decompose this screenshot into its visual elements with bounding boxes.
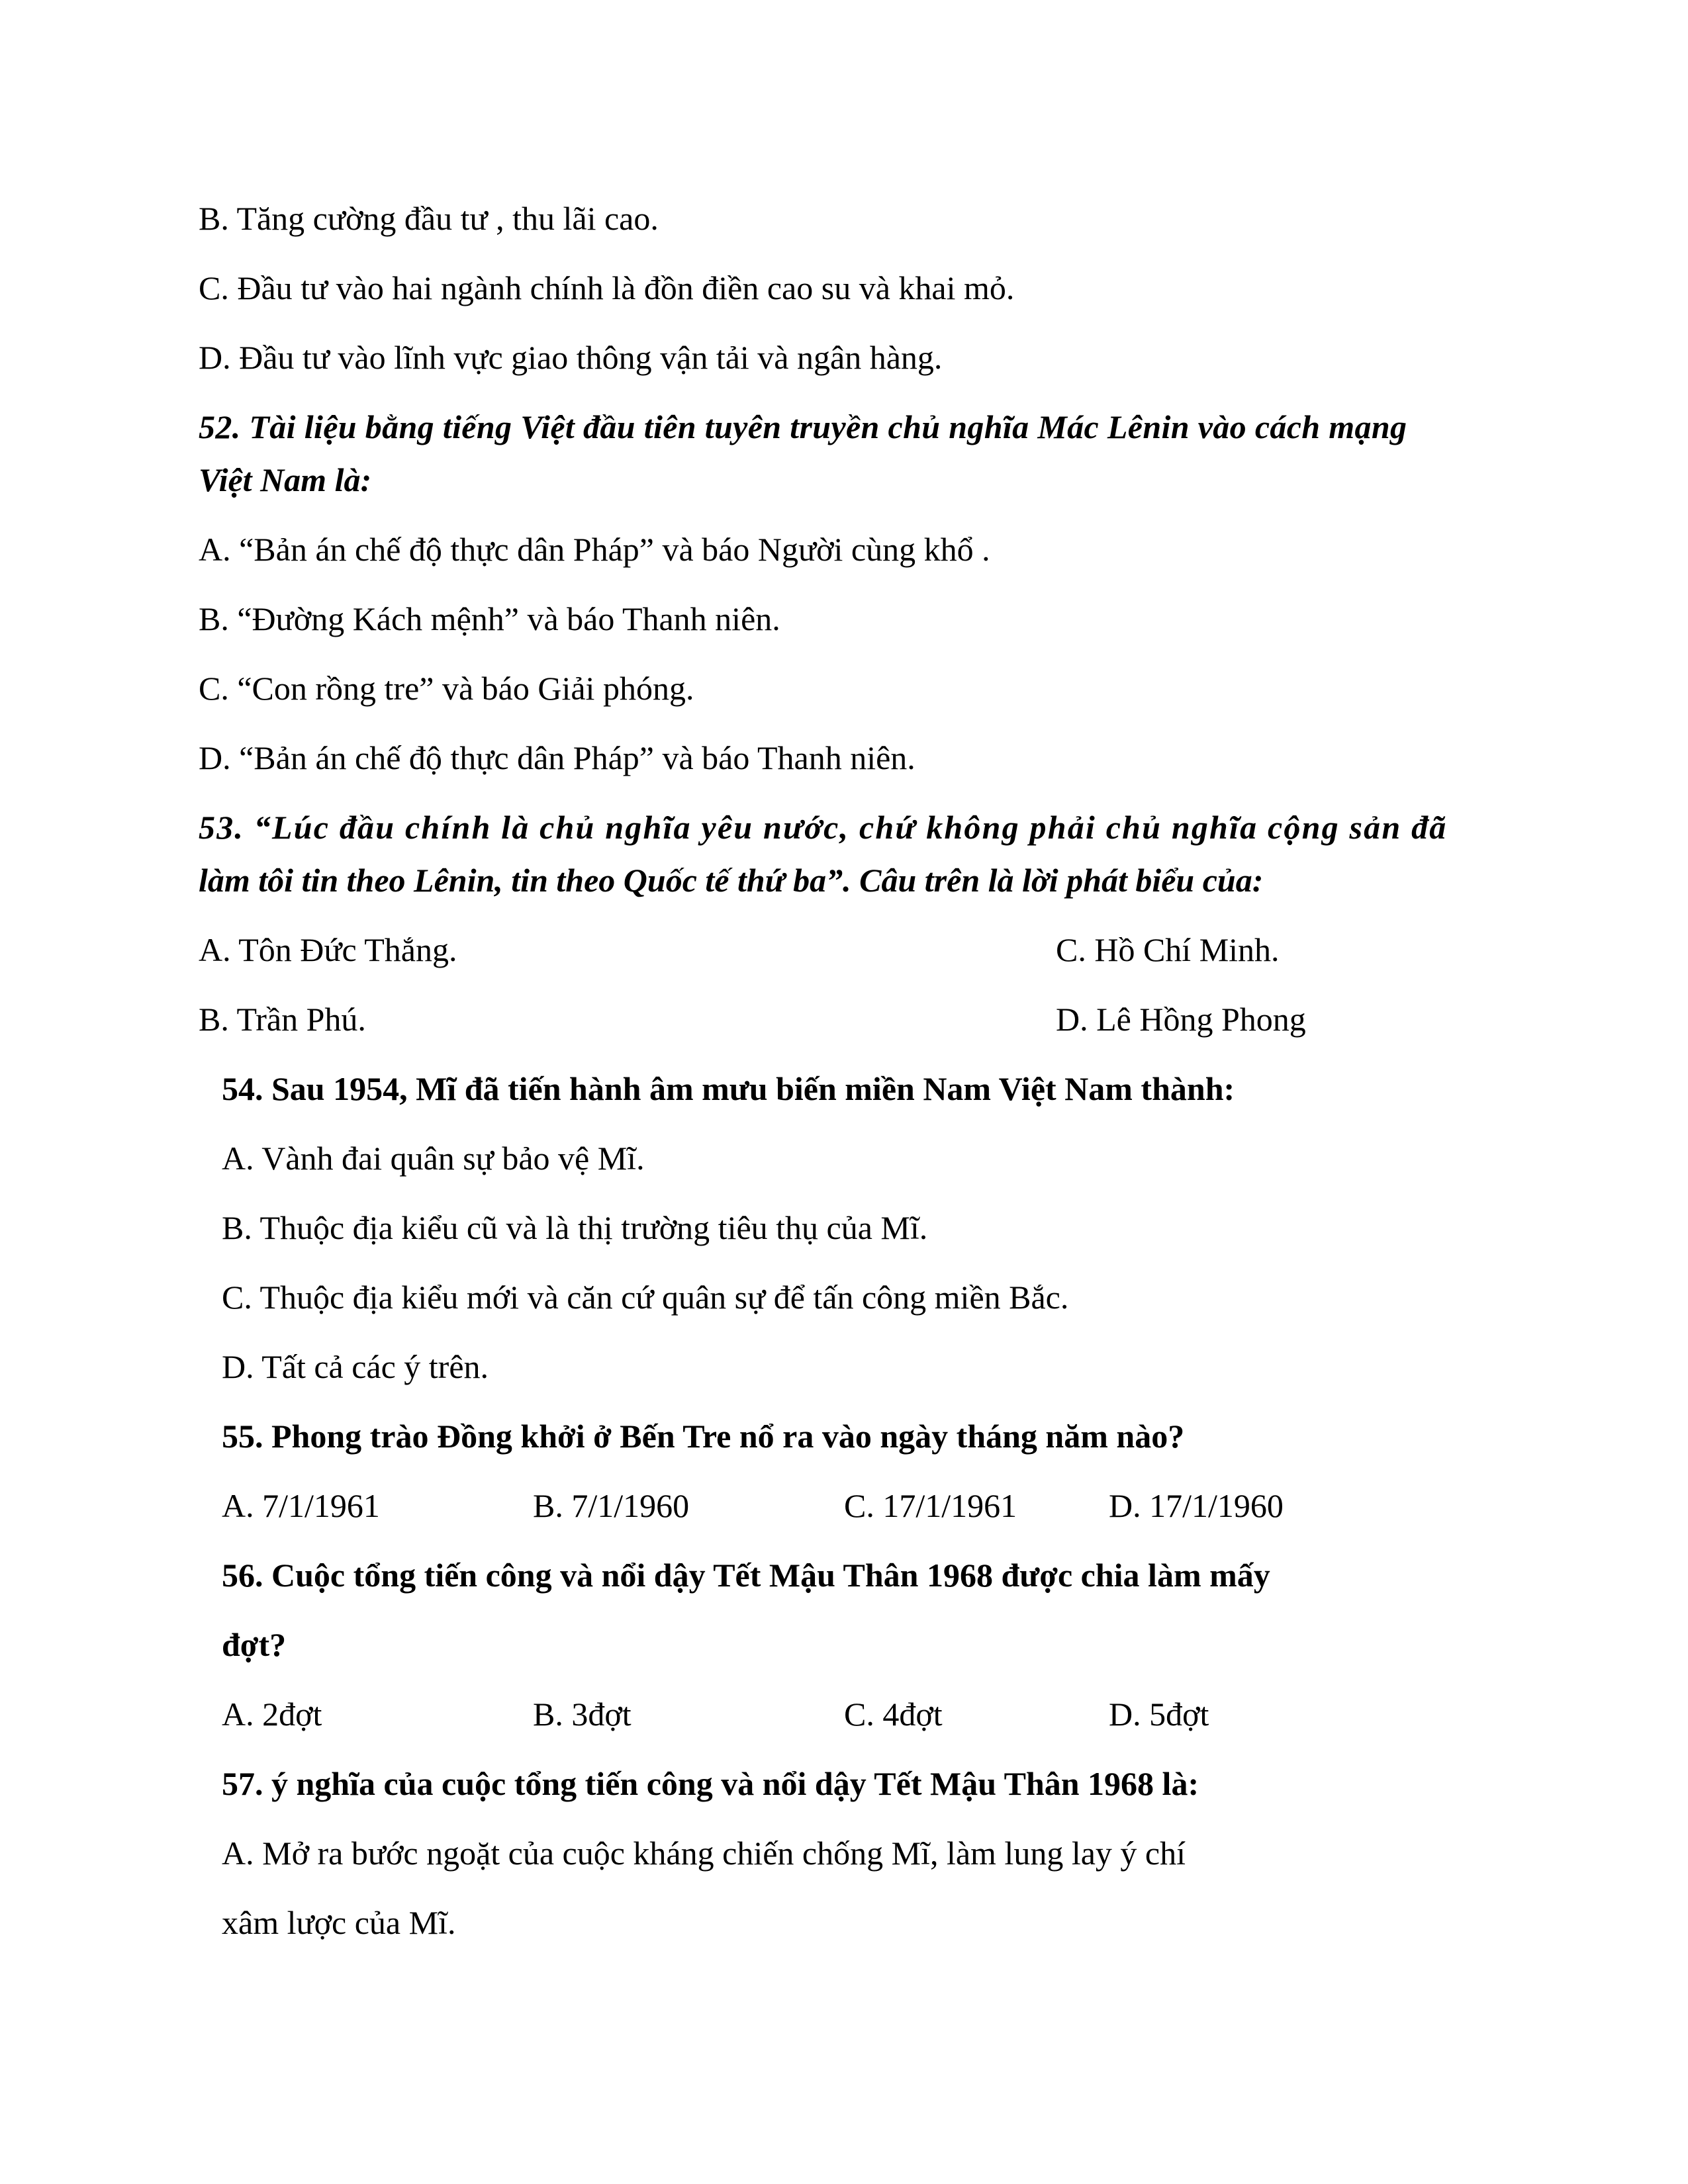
q52-question-line1-text: 52. Tài liệu bằng tiếng Việt đầu tiên tuyên truyền chủ nghĩa Mác Lênin vào cách mạng [199,408,1407,445]
q53-question-line1: 53. “Lúc đầu chính là chủ nghĩa yêu nước, chứ không phải chủ nghĩa cộng sản đã [199,809,1448,846]
q55-option-b: B. 7/1/1960 [533,1487,690,1524]
q57-option-a-line1: A. Mở ra bước ngoặt của cuộc kháng chiến chống Mĩ, làm lung lay ý chí [222,1835,1186,1872]
q56-option-b: B. 3đợt [533,1696,632,1733]
q51-option-b: B. Tăng cường đầu tư , thu lãi cao. [199,200,659,237]
q53-option-c: C. Hồ Chí Minh. [1056,931,1280,968]
q52-option-a: A. “Bản án chế độ thực dân Pháp” và báo Người cùng khổ . [199,531,990,568]
q52-question-line1 [199,407,1483,447]
q54-option-c: C. Thuộc địa kiểu mới và căn cứ quân sự để tấn công miền Bắc. [222,1279,1069,1316]
q54-option-d: D. Tất cả các ý trên. [222,1348,489,1385]
q52-option-b: B. “Đường Kách mệnh” và báo Thanh niên. [199,600,780,637]
q53-option-d: D. Lê Hồng Phong [1056,1001,1306,1038]
q55-option-d: D. 17/1/1960 [1109,1487,1284,1524]
q53-question-line2: làm tôi tin theo Lênin, tin theo Quốc tế thứ ba”. Câu trên là lời phát biểu của: [199,862,1264,899]
q51-option-c: C. Đầu tư vào hai ngành chính là đồn điền cao su và khai mỏ. [199,269,1015,306]
q54-option-b: B. Thuộc địa kiểu cũ và là thị trường tiêu thụ của Mĩ. [222,1209,928,1246]
q54-option-a: A. Vành đai quân sự bảo vệ Mĩ. [222,1140,645,1177]
q56-question-line1: 56. Cuộc tổng tiến công và nổi dậy Tết Mậu Thân 1968 được chia làm mấy [222,1557,1270,1594]
q56-option-d: D. 5đợt [1109,1696,1209,1733]
q52-question-line2: Việt Nam là: [199,461,372,498]
q56-question-line2: đợt? [222,1626,287,1663]
q56-option-c: C. 4đợt [844,1696,943,1733]
q53-option-a: A. Tôn Đức Thắng. [199,931,457,968]
q55-option-a: A. 7/1/1961 [222,1487,380,1524]
q57-question: 57. ý nghĩa của cuộc tổng tiến công và nổi dậy Tết Mậu Thân 1968 là: [222,1765,1199,1802]
q55-question: 55. Phong trào Đồng khởi ở Bến Tre nổ ra vào ngày tháng năm nào? [222,1418,1185,1455]
q54-question: 54. Sau 1954, Mĩ đã tiến hành âm mưu biến miền Nam Việt Nam thành: [222,1070,1235,1107]
q53-option-b: B. Trần Phú. [199,1001,366,1038]
q52-option-c: C. “Con rồng tre” và báo Giải phóng. [199,670,694,707]
q52-option-d: D. “Bản án chế độ thực dân Pháp” và báo Thanh niên. [199,739,915,776]
q51-option-d: D. Đầu tư vào lĩnh vực giao thông vận tải và ngân hàng. [199,339,943,376]
q57-option-a-line2: xâm lược của Mĩ. [222,1904,456,1941]
q55-option-c: C. 17/1/1961 [844,1487,1017,1524]
q56-option-a: A. 2đợt [222,1696,322,1733]
